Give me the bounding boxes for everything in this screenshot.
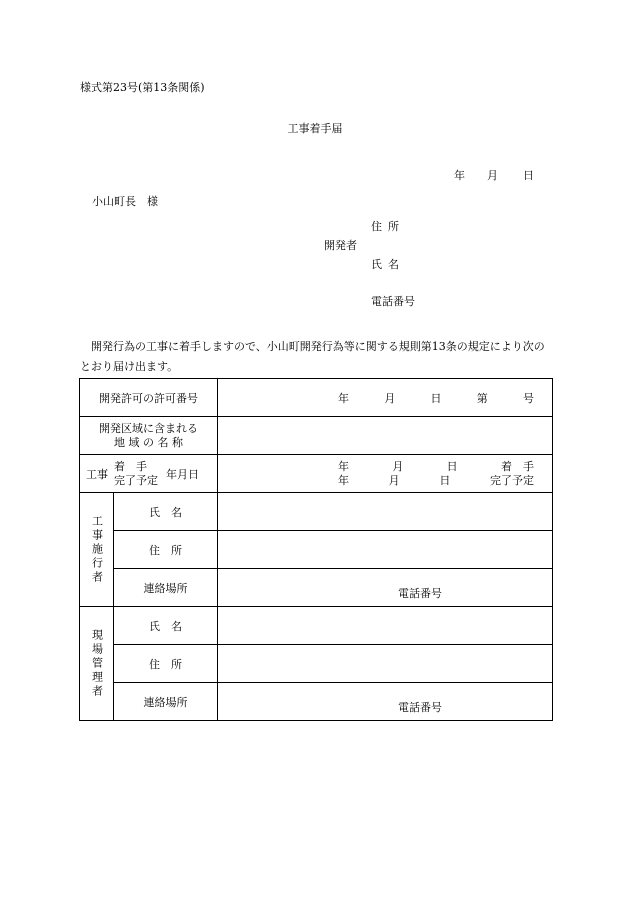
page-title: 工事着手届 xyxy=(287,122,343,135)
finish-tail: 完了予定 xyxy=(489,473,534,487)
area-label-line2: 地 域 の 名 称 xyxy=(114,435,183,449)
contractor-name-row xyxy=(80,493,553,531)
work-label: 工事 xyxy=(86,467,108,481)
work-value-cell[interactable] xyxy=(218,455,553,493)
body-text: 開発行為の工事に着手しますので、小山町開発行為等に関する規則第13条の規定により次のとおり届け出ます。 xyxy=(80,340,545,373)
manager-name-label: 氏 名 xyxy=(114,607,218,645)
start-tail: 着 手 xyxy=(500,459,534,473)
permit-day: 日 xyxy=(430,391,442,405)
work-label-wrap xyxy=(80,460,217,488)
work-row xyxy=(80,455,553,493)
permit-month: 月 xyxy=(384,391,396,405)
permit-go: 号 xyxy=(523,391,534,405)
finish-date-line xyxy=(218,474,552,488)
date-month: 月 xyxy=(487,169,498,182)
applicant-developer-label: 開発者 xyxy=(324,239,357,252)
manager-contact-row xyxy=(80,683,553,721)
start-year: 年 xyxy=(338,459,349,473)
contractor-address-row xyxy=(80,531,553,569)
work-label-cell xyxy=(80,455,218,493)
manager-label: 現場管理者 xyxy=(90,628,104,699)
contractor-contact-row xyxy=(80,569,553,607)
recipient: 小山町長 様 xyxy=(92,195,158,208)
permit-year: 年 xyxy=(338,391,349,405)
finish-year: 年 xyxy=(338,473,349,487)
contractor-contact-label: 連絡場所 xyxy=(114,569,218,607)
contractor-address-label: 住 所 xyxy=(114,531,218,569)
start-date-line xyxy=(218,460,552,474)
permit-row xyxy=(80,379,553,417)
finish-month: 月 xyxy=(388,473,400,487)
date-year: 年 xyxy=(454,169,465,182)
manager-label-cell xyxy=(80,607,114,721)
manager-contact-label: 連絡場所 xyxy=(114,683,218,721)
contractor-phone-label: 電話番号 xyxy=(398,587,442,600)
permit-label: 開発許可の許可番号 xyxy=(80,379,218,417)
area-value-cell[interactable] xyxy=(218,417,553,455)
area-label xyxy=(80,417,218,455)
manager-name-value[interactable] xyxy=(218,607,553,645)
finish-label: 完了予定 xyxy=(114,473,158,487)
manager-address-row xyxy=(80,645,553,683)
contractor-name-label: 氏 名 xyxy=(114,493,218,531)
area-row xyxy=(80,417,553,455)
applicant-name-label: 氏名 xyxy=(371,258,405,271)
applicant-address-label: 住所 xyxy=(371,220,405,233)
manager-address-value[interactable] xyxy=(218,645,553,683)
form-number: 様式第23号(第13条関係) xyxy=(80,81,205,94)
contractor-label: 工事施行者 xyxy=(90,514,104,585)
form-table xyxy=(79,378,553,721)
contractor-name-value[interactable] xyxy=(218,493,553,531)
start-label: 着 手 xyxy=(114,459,147,473)
work-sub-labels xyxy=(114,460,158,488)
start-day: 日 xyxy=(446,459,458,473)
manager-contact-value[interactable] xyxy=(218,683,553,721)
contractor-contact-value[interactable] xyxy=(218,569,553,607)
permit-no: 第 xyxy=(476,391,488,405)
finish-day: 日 xyxy=(439,473,451,487)
ymd-label: 年月日 xyxy=(166,467,199,481)
permit-date-line xyxy=(218,390,552,406)
manager-address-label: 住 所 xyxy=(114,645,218,683)
permit-value-cell[interactable] xyxy=(218,379,553,417)
manager-name-row xyxy=(80,607,553,645)
applicant-phone-label: 電話番号 xyxy=(371,295,415,308)
manager-phone-label: 電話番号 xyxy=(398,701,442,714)
date-day: 日 xyxy=(523,169,534,182)
contractor-label-cell xyxy=(80,493,114,607)
area-label-line1: 開発区域に含まれる xyxy=(99,421,198,435)
contractor-address-value[interactable] xyxy=(218,531,553,569)
start-month: 月 xyxy=(392,459,404,473)
